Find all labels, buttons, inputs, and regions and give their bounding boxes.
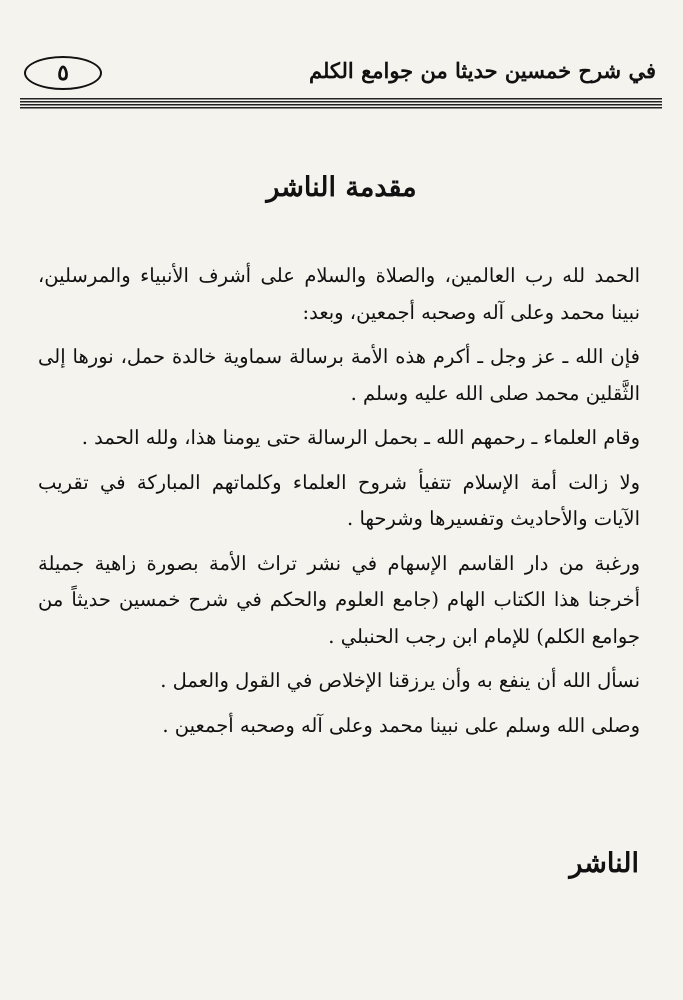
section-title: مقدمة الناشر [266,172,417,203]
paragraph-commentaries: ولا زالت أمة الإسلام تتفيأ شروح العلماء وكلماتهم المباركة في تقريب الآيات والأحاديث وتفسيرها وشرحها . [38,470,640,530]
page-number: ٥ [24,56,102,90]
paragraph-scholars: وقام العلماء ـ رحمهم الله ـ بحمل الرسالة حتى يومنا هذا، ولله الحمد . [81,426,640,449]
paragraph-opening: الحمد لله رب العالمين، والصلاة والسلام على أشرف الأنبياء والمرسلين، نبينا محمد وعلى آله وصحبه أجمعين، وبعد: [38,264,640,324]
paragraph-prayer: نسأل الله أن ينفع به وأن يرزقنا الإخلاص في القول والعمل . [160,669,640,692]
paragraph-publisher: ورغبة من دار القاسم الإسهام في نشر تراث الأمة بصورة زاهية جميلة أخرجنا هذا الكتاب الهام (جامع العلوم والحكم في شرح خمسين حديثاً من جوامع الكلم) للإمام ابن رجب الحنبلي . [38,551,640,648]
paragraph-message: فإن الله ـ عز وجل ـ أكرم هذه الأمة برسالة سماوية خالدة حمل، نورها إلى الثَّقلين محمد صلى الله عليه وسلم . [38,345,640,405]
signature: الناشر [569,848,639,879]
body-text [38,258,640,752]
header-rule [20,98,662,110]
running-title: في شرح خمسين حديثا من جوامع الكلم [309,58,656,83]
page-header [20,54,660,94]
paragraph-closing: وصلى الله وسلم على نبينا محمد وعلى آله وصحبه أجمعين . [162,713,640,737]
